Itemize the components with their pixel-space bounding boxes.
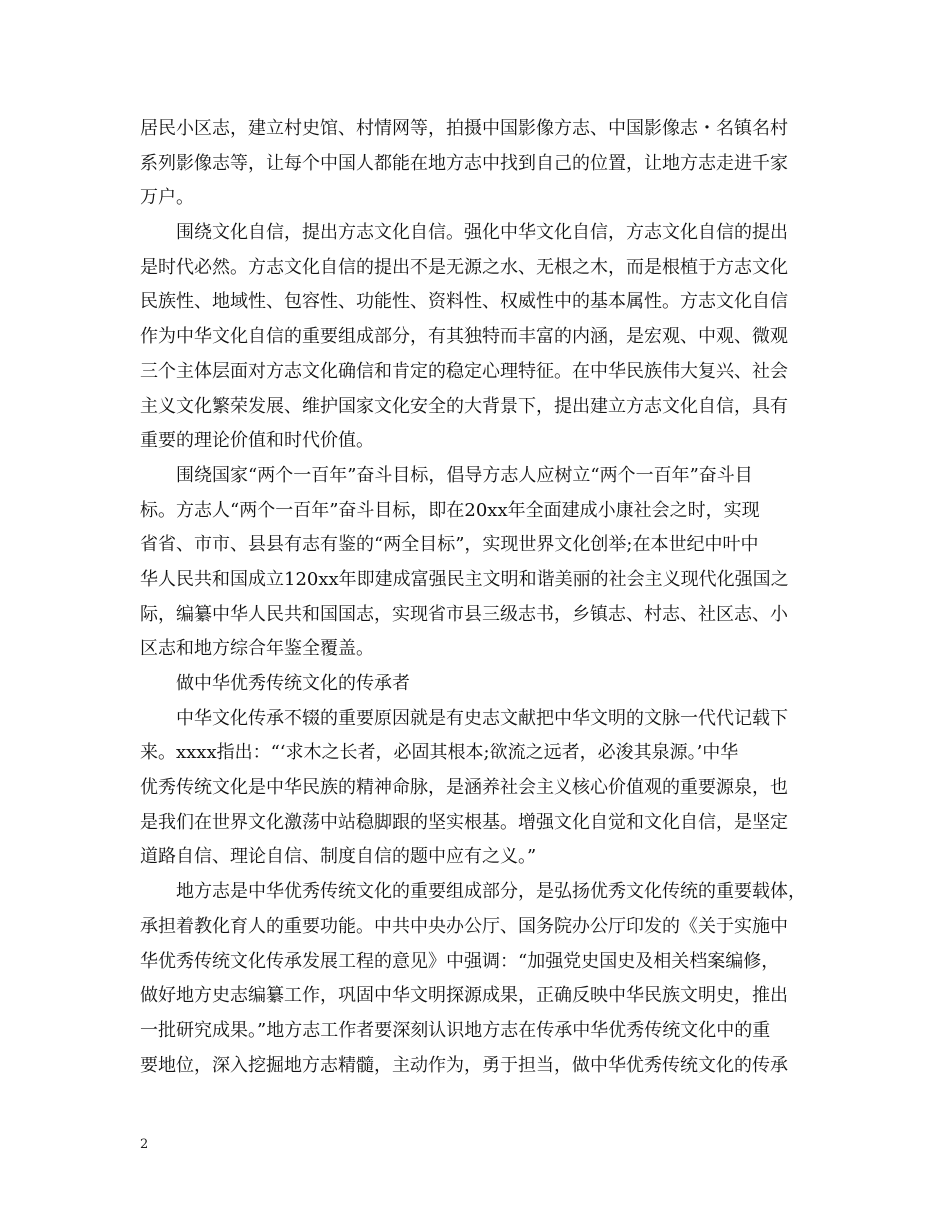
text-line: 万户。 [140, 187, 194, 209]
text-line: 承担着教化育人的重要功能。中共中央办公厅、国务院办公厅印发的《关于实施中 [140, 915, 788, 937]
text-line: 作为中华文化自信的重要组成部分，有其独特而丰富的内涵，是宏观、中观、微观 [140, 326, 788, 348]
text-line: 标。方志人“两个一百年”奋斗目标，即在20xx年全面建成小康社会之时，实现 [140, 499, 760, 521]
page-number: 2 [140, 1137, 149, 1152]
text-line: 系列影像志等，让每个中国人都能在地方志中找到自己的位置，让地方志走进千家 [140, 152, 788, 174]
text-line: 是我们在世界文化激荡中站稳脚跟的坚实根基。增强文化自觉和文化自信，是坚定 [140, 811, 788, 833]
text-line: 道路自信、理论自信、制度自信的题中应有之义。” [140, 846, 537, 868]
text-line: 华人民共和国成立120xx年即建成富强民主文明和谐美丽的社会主义现代化强国之 [140, 568, 789, 590]
text-line: 重要的理论价值和时代价值。 [140, 430, 374, 452]
text-line: 是时代必然。方志文化自信的提出不是无源之水、无根之木，而是根植于方志文化 [140, 256, 788, 278]
text-line: 区志和地方综合年鉴全覆盖。 [140, 638, 374, 660]
text-line: 围绕文化自信，提出方志文化自信。强化中华文化自信，方志文化自信的提出 [140, 222, 788, 244]
text-line: 三个主体层面对方志文化确信和肯定的稳定心理特征。在中华民族伟大复兴、社会 [140, 360, 788, 382]
section-heading: 做中华优秀传统文化的传承者 [140, 673, 410, 694]
text-line: 一批研究成果。”地方志工作者要深刻认识地方志在传承中华优秀传统文化中的重 [140, 1019, 771, 1041]
text-line: 际，编纂中华人民共和国国志，实现省市县三级志书，乡镇志、村志、社区志、小 [140, 603, 788, 625]
text-line: 优秀传统文化是中华民族的精神命脉，是涵养社会主义核心价值观的重要源泉，也 [140, 777, 788, 799]
body-text [140, 112, 830, 1083]
text-line: 来。xxxx指出：“‘求木之长者，必固其根本;欲流之远者，必浚其泉源。’中华 [140, 742, 739, 764]
text-line: 地方志是中华优秀传统文化的重要组成部分，是弘扬优秀文化传统的重要载体， [140, 881, 806, 903]
text-line: 要地位，深入挖掘地方志精髓，主动作为，勇于担当，做中华优秀传统文化的传承 [140, 1054, 788, 1076]
text-line: 居民小区志，建立村史馆、村情网等，拍摄中国影像方志、中国影像志・名镇名村 [140, 118, 788, 139]
text-line: 民族性、地域性、包容性、功能性、资料性、权威性中的基本属性。方志文化自信 [140, 291, 788, 313]
text-line: 华优秀传统文化传承发展工程的意见》中强调：“加强党史国史及相关档案编修， [140, 950, 780, 972]
text-line: 围绕国家“两个一百年”奋斗目标，倡导方志人应树立“两个一百年”奋斗目 [140, 464, 753, 486]
text-line: 中华文化传承不辍的重要原因就是有史志文献把中华文明的文脉一代代记载下 [140, 707, 788, 729]
text-line: 做好地方史志编纂工作，巩固中华文明探源成果，正确反映中华民族文明史，推出 [140, 985, 788, 1007]
text-line: 省省、市市、县县有志有鉴的“两全目标”，实现世界文化创举;在本世纪中叶中 [140, 534, 759, 556]
text-line: 主义文化繁荣发展、维护国家文化安全的大背景下，提出建立方志文化自信，具有 [140, 395, 788, 417]
